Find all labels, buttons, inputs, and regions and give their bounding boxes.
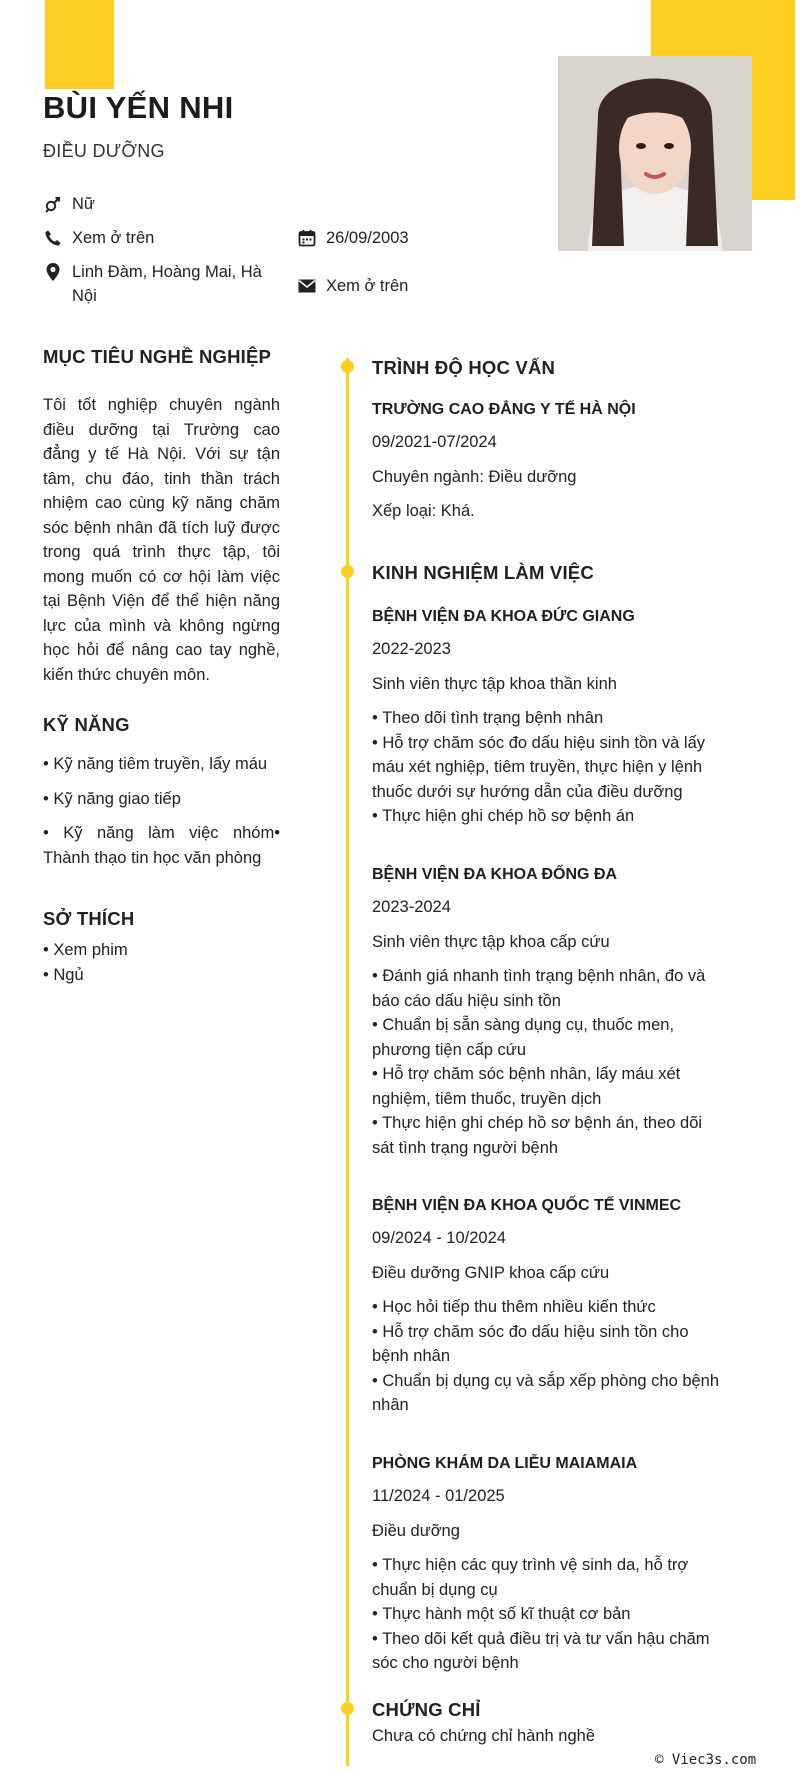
job-period: 2023-2024	[372, 898, 451, 916]
job-entry	[372, 866, 722, 1160]
job-bullet: • Theo dõi tình trạng bệnh nhân	[372, 709, 604, 727]
education-period: 09/2021-07/2024	[372, 433, 497, 451]
experience-section	[372, 562, 722, 584]
objective-text: Tôi tốt nghiệp chuyên ngành điều dưỡng tại Trường cao đẳng y tế Hà Nội. Với sự tận tâm, chu đáo, tinh thần trách nhiệm cao cùng kỹ năng chăm sóc bệnh nhân đã tích luỹ được trong quá trình thực tập, tôi mong muốn có cơ hội làm việc tại Bệnh Viện để thể hiện năng lực của mình và không ngừng học hỏi để nâng cao tay nghề, kiến thức chuyên môn.	[43, 396, 280, 684]
location-pin-icon	[43, 260, 63, 284]
phone-value: Xem ở trên	[72, 229, 155, 247]
hobbies-section	[43, 908, 280, 987]
education-section	[372, 357, 722, 524]
job-period: 2022-2023	[372, 640, 451, 658]
job-company: PHÒNG KHÁM DA LIỄU MAIAMAIA	[372, 1455, 638, 1472]
job-bullet: • Theo dõi kết quả điều trị và tư vấn hậu chăm sóc cho người bệnh	[372, 1629, 710, 1672]
profile-photo	[558, 56, 752, 251]
calendar-icon	[297, 226, 317, 250]
job-bullet: • Hỗ trợ chăm sóc đo dấu hiệu sinh tồn và lấy máu xét nghiệp, tiêm truyền, thực hiện y lệnh thuốc dưới sự hướng dẫn của điều dưỡng	[372, 733, 706, 801]
candidate-name: BÙI YẾN NHI	[43, 90, 234, 125]
job-bullet: • Thực hiện ghi chép hồ sơ bệnh án	[372, 807, 635, 825]
job-position: Điều dưỡng GNIP khoa cấp cứu	[372, 1263, 610, 1282]
accent-block-left	[45, 0, 114, 89]
job-bullet: • Chuẩn bị sẵn sàng dụng cụ, thuốc men, phương tiện cấp cứu	[372, 1016, 675, 1059]
job-bullet: • Đánh giá nhanh tình trạng bệnh nhân, đo và báo cáo dấu hiệu sinh tồn	[372, 967, 706, 1010]
job-position: Điều dưỡng	[372, 1521, 460, 1540]
job-bullet: • Hỗ trợ chăm sóc bệnh nhân, lấy máu xét nghiệm, tiêm thuốc, truyền dịch	[372, 1065, 681, 1108]
job-period: 11/2024 - 01/2025	[372, 1487, 505, 1505]
skill-item: • Kỹ năng làm việc nhóm• Thành thạo tin học văn phòng	[43, 824, 280, 867]
job-entry	[372, 1197, 722, 1418]
skill-item: • Kỹ năng giao tiếp	[43, 789, 181, 808]
phone-row	[43, 226, 263, 250]
skills-title: KỸ NĂNG	[43, 714, 130, 735]
timeline-dot	[341, 565, 354, 578]
job-entry	[372, 1455, 722, 1676]
watermark: © Viec3s.com	[655, 1752, 757, 1768]
objective-title: MỤC TIÊU NGHỀ NGHIỆP	[43, 346, 272, 367]
birthday-value: 26/09/2003	[326, 229, 409, 247]
job-company: BỆNH VIỆN ĐA KHOA QUỐC TẾ VINMEC	[372, 1197, 682, 1214]
job-bullet: • Thực hành một số kĩ thuật cơ bản	[372, 1605, 631, 1623]
skills-section	[43, 714, 280, 870]
job-bullet: • Học hỏi tiếp thu thêm nhiều kiến thức	[372, 1298, 656, 1316]
job-bullet: • Hỗ trợ chăm sóc đo dấu hiệu sinh tồn cho bệnh nhân	[372, 1322, 689, 1365]
timeline-dot	[341, 360, 354, 373]
timeline-dot	[341, 1702, 354, 1715]
education-title: TRÌNH ĐỘ HỌC VẤN	[372, 357, 556, 378]
address-row	[43, 260, 278, 308]
job-period: 09/2024 - 10/2024	[372, 1229, 506, 1247]
phone-icon	[43, 226, 63, 250]
hobbies-title: SỞ THÍCH	[43, 908, 135, 929]
email-value: Xem ở trên	[326, 277, 409, 295]
birthday-row	[297, 226, 517, 250]
hobby-item: • Ngủ	[43, 965, 84, 984]
job-entry	[372, 608, 722, 829]
skill-item: • Kỹ năng tiêm truyền, lấy máu	[43, 755, 268, 773]
certificates-title: CHỨNG CHỈ	[372, 1699, 481, 1720]
job-company: BỆNH VIỆN ĐA KHOA ĐỐNG ĐA	[372, 866, 618, 883]
job-position: Sinh viên thực tập khoa thần kinh	[372, 674, 617, 693]
certificates-section	[372, 1699, 722, 1749]
job-position: Sinh viên thực tập khoa cấp cứu	[372, 932, 610, 951]
education-major: Chuyên ngành: Điều dưỡng	[372, 467, 577, 486]
candidate-role: ĐIỀU DƯỠNG	[43, 141, 165, 161]
job-bullet: • Thực hiện ghi chép hồ sơ bệnh án, theo dõi sát tình trạng người bệnh	[372, 1114, 703, 1157]
objective-section	[43, 346, 280, 687]
job-company: BỆNH VIỆN ĐA KHOA ĐỨC GIANG	[372, 608, 635, 625]
education-grade: Xếp loại: Khá.	[372, 502, 475, 520]
gender-row	[43, 192, 263, 216]
envelope-icon	[297, 274, 317, 298]
address-value: Linh Đàm, Hoàng Mai, Hà Nội	[72, 263, 262, 305]
gender-icon	[43, 192, 63, 216]
education-school: TRƯỜNG CAO ĐẲNG Y TẾ HÀ NỘI	[372, 401, 636, 418]
hobby-item: • Xem phim	[43, 941, 128, 959]
email-row	[297, 274, 517, 298]
job-bullet: • Thực hiện các quy trình vệ sinh da, hỗ trợ chuẩn bị dụng cụ	[372, 1556, 689, 1599]
certificates-text: Chưa có chứng chỉ hành nghề	[372, 1727, 595, 1745]
job-bullet: • Chuẩn bị dụng cụ và sắp xếp phòng cho bệnh nhân	[372, 1371, 720, 1414]
gender-value: Nữ	[72, 195, 95, 213]
experience-title: KINH NGHIỆM LÀM VIỆC	[372, 562, 594, 583]
